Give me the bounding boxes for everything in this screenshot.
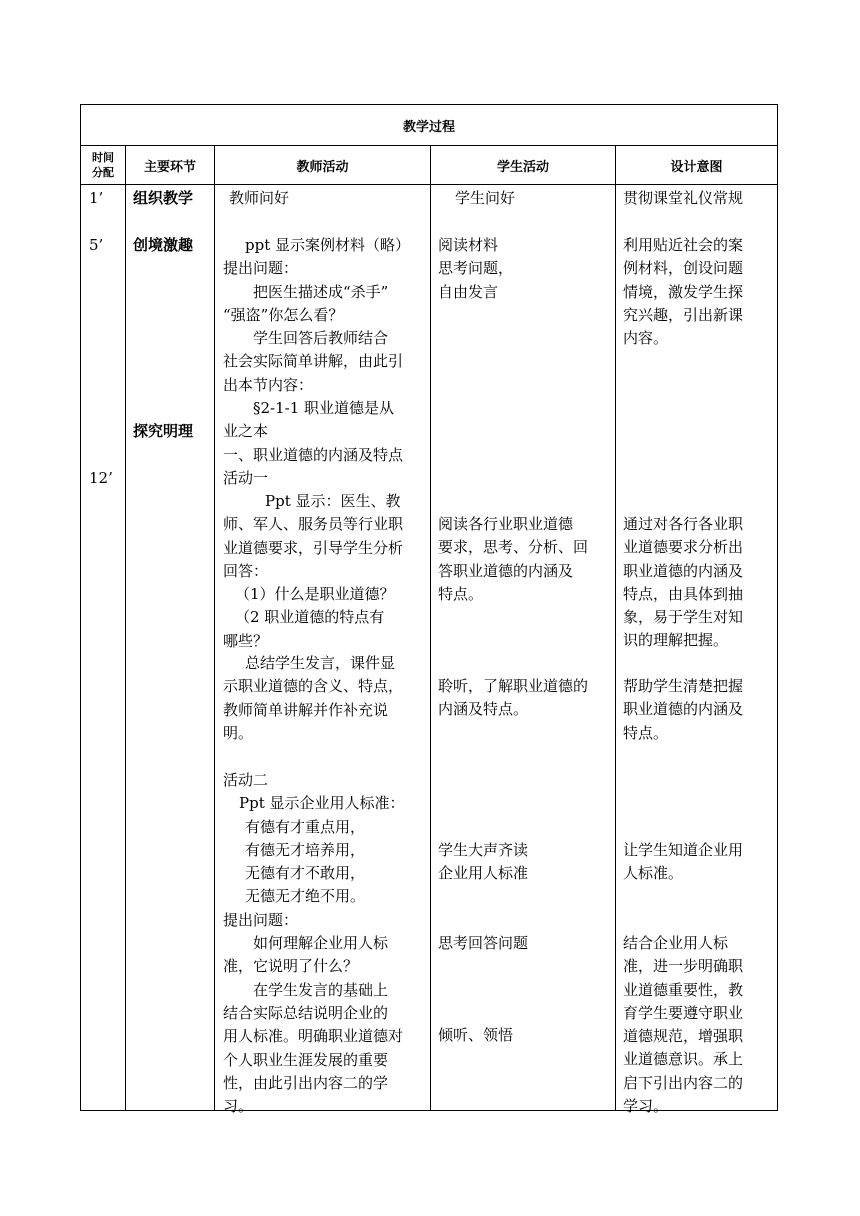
text-line: 无德无才绝不用。 [245,887,366,906]
text-line: 回答： [223,561,269,580]
student-block-3 [438,675,588,722]
text-line: （1）什么是职业道德？ [235,585,395,604]
text-line: 内容。 [623,329,669,348]
text-line: 企业用人标准 [438,864,529,883]
student-block-4 [438,839,528,886]
design-block-3 [623,675,743,745]
header-teacher: 教师活动 [215,146,431,185]
text-line: 教师简单讲解并作补充说 [223,700,389,719]
table-title: 教学过程 [81,105,778,146]
text-line: 道德规范，增强职 [623,1027,744,1046]
text-line: 特点，由具体到抽 [623,584,744,603]
teacher-block-4 [223,769,428,1118]
text-line: 思考问题， [438,259,514,278]
text-line: 业道德要求分析出 [623,538,744,557]
text-line: 师、军人、服务员等行业职 [223,515,404,534]
text-line: 习。 [223,1097,254,1116]
text-line: 识的理解把握。 [623,631,729,650]
text-line: 结合实际总结说明企业的 [223,1003,389,1022]
text-line: 聆听，了解职业道德的 [438,677,589,695]
header-time: 时间 分配 [81,146,126,185]
body-row [81,185,778,1111]
header-section: 主要环节 [126,146,215,185]
text-line: 业道德意识。承上 [623,1050,744,1069]
text-line: 有德无才培养用， [245,840,366,859]
section-inspire: 创境激趣 [133,236,194,254]
text-line: 职业道德的内涵及 [623,700,744,719]
text-line: 学习。 [623,1097,669,1116]
text-line: 业之本 [223,422,269,441]
text-line: 准，进一步明确职 [623,957,744,976]
text-line: 出本节内容： [223,375,314,394]
text-line: 启下引出内容二的 [623,1073,744,1092]
design-block-2 [623,513,743,653]
text-line: 用人标准。明确职业道德对 [223,1027,404,1046]
section-organize: 组织教学 [133,189,194,207]
section-explore: 探究明理 [133,422,194,440]
text-line: 社会实际简单讲解，由此引 [223,352,404,371]
text-line: 要求，思考、分析、回 [438,538,589,557]
header-row [81,146,778,185]
time-3: 12’ [89,469,113,487]
text-line: 自由发言 [438,282,499,301]
text-line: 有德有才重点用， [245,817,366,836]
text-line: 通过对各行各业职 [623,515,744,533]
text-line: 哪些？ [223,631,269,650]
text-line: 倾听、领悟 [438,1026,514,1044]
teacher-greet: 教师问好 [229,189,290,207]
text-line: 学生大声齐读 [438,841,529,859]
time-column [81,185,126,1111]
text-line: 个人职业生涯发展的重要 [223,1050,389,1069]
header-student: 学生活动 [431,146,616,185]
text-line: Ppt 显示：医生、教 [265,492,401,510]
section-column [126,185,215,1111]
text-line: 结合企业用人标 [623,934,729,952]
header-design: 设计意图 [616,146,778,185]
text-line: 利用贴近社会的案 [623,236,744,254]
text-line: 明。 [223,723,254,742]
text-line: 示职业道德的含义、特点， [223,677,404,696]
text-line: 例材料，创设问题 [623,259,744,278]
design-column [616,185,778,1116]
time-2: 5’ [89,236,104,254]
text-line: “强盗”你怎么看？ [223,305,344,324]
teacher-block-3 [223,652,428,745]
text-line: §2-1-1 职业道德是从 [253,399,395,418]
text-line: 如何理解企业用人标 [253,934,389,953]
text-line: 人标准。 [623,864,684,883]
student-greet: 学生问好 [455,189,516,207]
text-line: 内涵及特点。 [438,700,529,719]
text-line: 准，它说明了什么？ [223,957,359,976]
text-line: 象，易于学生对知 [623,608,744,627]
design-block-5 [623,932,743,1118]
lesson-table [80,104,778,1116]
design-block-1 [623,234,743,350]
text-line: 业道德要求，引导学生分析 [223,538,404,557]
text-line: 活动一 [223,468,269,487]
text-line: 情境，激发学生探 [623,282,744,301]
text-line: 性，由此引出内容二的学 [223,1073,389,1092]
text-line: 思考回答问题 [438,934,529,952]
student-block-1 [438,234,513,304]
text-line: 阅读各行业职业道德 [438,515,574,533]
teacher-block-2 [223,490,428,653]
text-line: 特点。 [438,584,484,603]
text-line: 帮助学生清楚把握 [623,677,744,695]
student-block-6 [438,1024,513,1047]
text-line: ppt 显示案例材料（略） [245,236,411,254]
text-line: 在学生发言的基础上 [253,980,389,999]
teacher-column [215,185,431,1116]
text-line: 职业道德的内涵及 [623,561,744,580]
text-line: 特点。 [623,723,669,742]
text-line: 提出问题： [223,259,299,278]
student-block-5 [438,932,528,955]
text-line: 育学生要遵守职业 [623,1003,744,1022]
text-line: 一、职业道德的内涵及特点 [223,445,404,464]
time-1: 1’ [89,189,104,207]
text-line: Ppt 显示企业用人标准： [239,794,405,813]
text-line: 提出问题： [223,910,299,929]
design-0: 贯彻课堂礼仪常规 [623,189,744,207]
text-line: 无德有才不敢用， [245,864,366,883]
design-block-4 [623,839,743,886]
text-line: 总结学生发言，课件显 [245,654,396,672]
text-line: （2 职业道德的特点有 [235,608,385,627]
text-line: 究兴趣，引出新课 [623,305,744,324]
text-line: 活动二 [223,771,269,789]
text-line: 阅读材料 [438,236,499,254]
text-line: 业道德重要性，教 [623,980,744,999]
text-line: 学生回答后教师结合 [253,329,389,348]
lesson-document [80,104,777,1116]
text-line: 把医生描述成“杀手” [253,282,389,301]
student-column [431,185,616,1111]
text-line: 让学生知道企业用 [623,841,744,859]
student-block-2 [438,513,588,606]
text-line: 答职业道德的内涵及 [438,561,574,580]
teacher-block-1 [223,234,428,490]
